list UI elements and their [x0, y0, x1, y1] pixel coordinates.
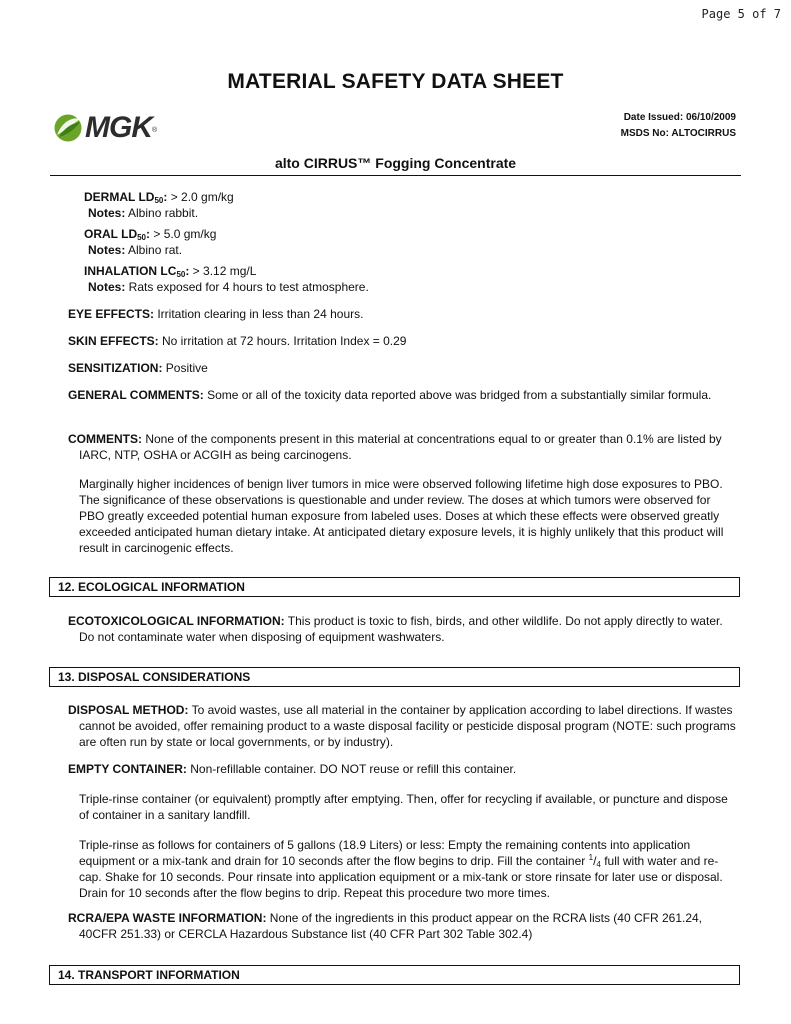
- oral-label: ORAL $LD_{50}$:: [84, 227, 151, 242]
- comments-label: COMMENTS:: [68, 432, 142, 446]
- document-meta: [621, 110, 736, 142]
- empty-container-text: Non-refillable container. DO NOT reuse or refill this container.: [186, 762, 517, 776]
- dermal-value: > 2.0 gm/kg: [167, 190, 234, 204]
- general-comments-label: GENERAL COMMENTS:: [68, 388, 204, 402]
- section-12-header: 12. ECOLOGICAL INFORMATION: [49, 577, 740, 597]
- sensitization: [68, 360, 740, 376]
- sensitization-label: SENSITIZATION:: [68, 361, 163, 375]
- ecotox-label: ECOTOXICOLOGICAL INFORMATION:: [68, 614, 285, 628]
- leaf-globe-icon: [53, 113, 83, 143]
- rcra-label: RCRA/EPA WASTE INFORMATION:: [68, 911, 267, 925]
- carcinogen-note: Marginally higher incidences of benign liver tumors in mice were observed following lifetime high dose exposures to PBO. The significance of these observations is questionable and under review. The doses at which tumors were observed for PBO greatly exceeded potential human exposure from labeled uses. Doses at which these effects were observed greatly exceeded anticipated human dietary intake. At anticipated dietary exposure levels, it is highly unlikely that this product will result in carcinogenic effects.: [79, 477, 724, 555]
- inhalation-label: INHALATION $LC_{50}$:: [84, 264, 190, 279]
- ecotox-text: This product is toxic to fish, birds, and other wildlife. Do not apply directly to water. Do not contaminate water when disposing of equipment washwaters.: [79, 614, 723, 644]
- inhalation-value: > 3.12 mg/L: [189, 264, 257, 278]
- disposal-method-text: To avoid wastes, use all material in the container by application according to label directions. If wastes cannot be avoided, offer remaining product to a waste disposal facility or pesticide disposal program (NOTE: such programs are often run by state or local governments, or by industry).: [79, 703, 736, 749]
- section-14-header: 14. TRANSPORT INFORMATION: [49, 965, 740, 985]
- triple-rinse-procedure: Triple-rinse as follows for containers of 5 gallons (18.9 Liters) or less: Empty the remaining contents into application equipment or a mix-tank and drain for 10 seconds after the flow begins to drip. Fill the container $^1/_4$ full with water and re-cap. Shake for 10 seconds. Pour rinsate into application equipment or a mix-tank or store rinsate for later use or disposal. Drain for 10 seconds after the flow begins to drip. Repeat this procedure two more times.: [79, 838, 723, 900]
- sensitization-text: Positive: [162, 361, 208, 375]
- empty-container-label: EMPTY CONTAINER:: [68, 762, 187, 776]
- dermal-notes-label: Notes:: [88, 206, 126, 220]
- comments: [68, 431, 740, 463]
- inhalation-notes-label: Notes:: [88, 280, 126, 294]
- document-title: MATERIAL SAFETY DATA SHEET: [227, 70, 564, 93]
- oral-value: > 5.0 gm/kg: [150, 227, 217, 241]
- page-number: Page 5 of 7: [701, 7, 781, 21]
- skin-effects-text: No irritation at 72 hours. Irritation Index = 0.29: [158, 334, 407, 348]
- disposal-method: [68, 702, 740, 750]
- disposal-method-label: DISPOSAL METHOD:: [68, 703, 189, 717]
- rcra-epa-waste-info: [68, 910, 740, 942]
- general-comments-text: Some or all of the toxicity data reported above was bridged from a substantially similar formula.: [203, 388, 712, 402]
- oral-notes-label: Notes:: [88, 243, 126, 257]
- registered-mark: ®: [152, 126, 158, 134]
- section-13-header: 13. DISPOSAL CONSIDERATIONS: [49, 667, 740, 687]
- skin-effects-label: SKIN EFFECTS:: [68, 334, 159, 348]
- date-issued: Date Issued: 06/10/2009: [623, 112, 736, 123]
- dermal-notes: Albino rabbit.: [125, 206, 199, 220]
- inhalation-lc50: [84, 263, 369, 295]
- dermal-label: DERMAL $LD_{50}$:: [84, 190, 168, 205]
- msds-number: MSDS No: ALTOCIRRUS: [620, 128, 736, 139]
- logo-wordmark: MGK: [85, 111, 152, 144]
- eye-effects-text: Irritation clearing in less than 24 hours.: [154, 307, 364, 321]
- header-divider: [50, 175, 741, 176]
- skin-effects: [68, 333, 740, 349]
- triple-rinse-note: Triple-rinse container (or equivalent) promptly after emptying. Then, offer for recycling if available, or puncture and dispose of container in a sanitary landfill.: [79, 792, 728, 822]
- oral-ld50: [84, 226, 216, 258]
- general-comments: [68, 387, 740, 403]
- ecotoxicological-info: [68, 613, 740, 645]
- comments-text: None of the components present in this material at concentrations equal to or greater than 0.1% are listed by IARC, NTP, OSHA or ACGIH as being carcinogens.: [79, 432, 722, 462]
- empty-container: [68, 761, 740, 777]
- product-name: alto CIRRUS™ Fogging Concentrate: [274, 155, 517, 171]
- company-logo: [53, 112, 193, 144]
- dermal-ld50: [84, 189, 234, 221]
- eye-effects: [68, 306, 740, 322]
- inhalation-notes: Rats exposed for 4 hours to test atmosphere.: [125, 280, 369, 294]
- eye-effects-label: EYE EFFECTS:: [68, 307, 155, 321]
- rcra-text: None of the ingredients in this product appear on the RCRA lists (40 CFR 261.24, 40CFR 251.33) or CERCLA Hazardous Substance list (40 CFR Part 302 Table 302.4): [79, 911, 703, 941]
- oral-notes: Albino rat.: [125, 243, 183, 257]
